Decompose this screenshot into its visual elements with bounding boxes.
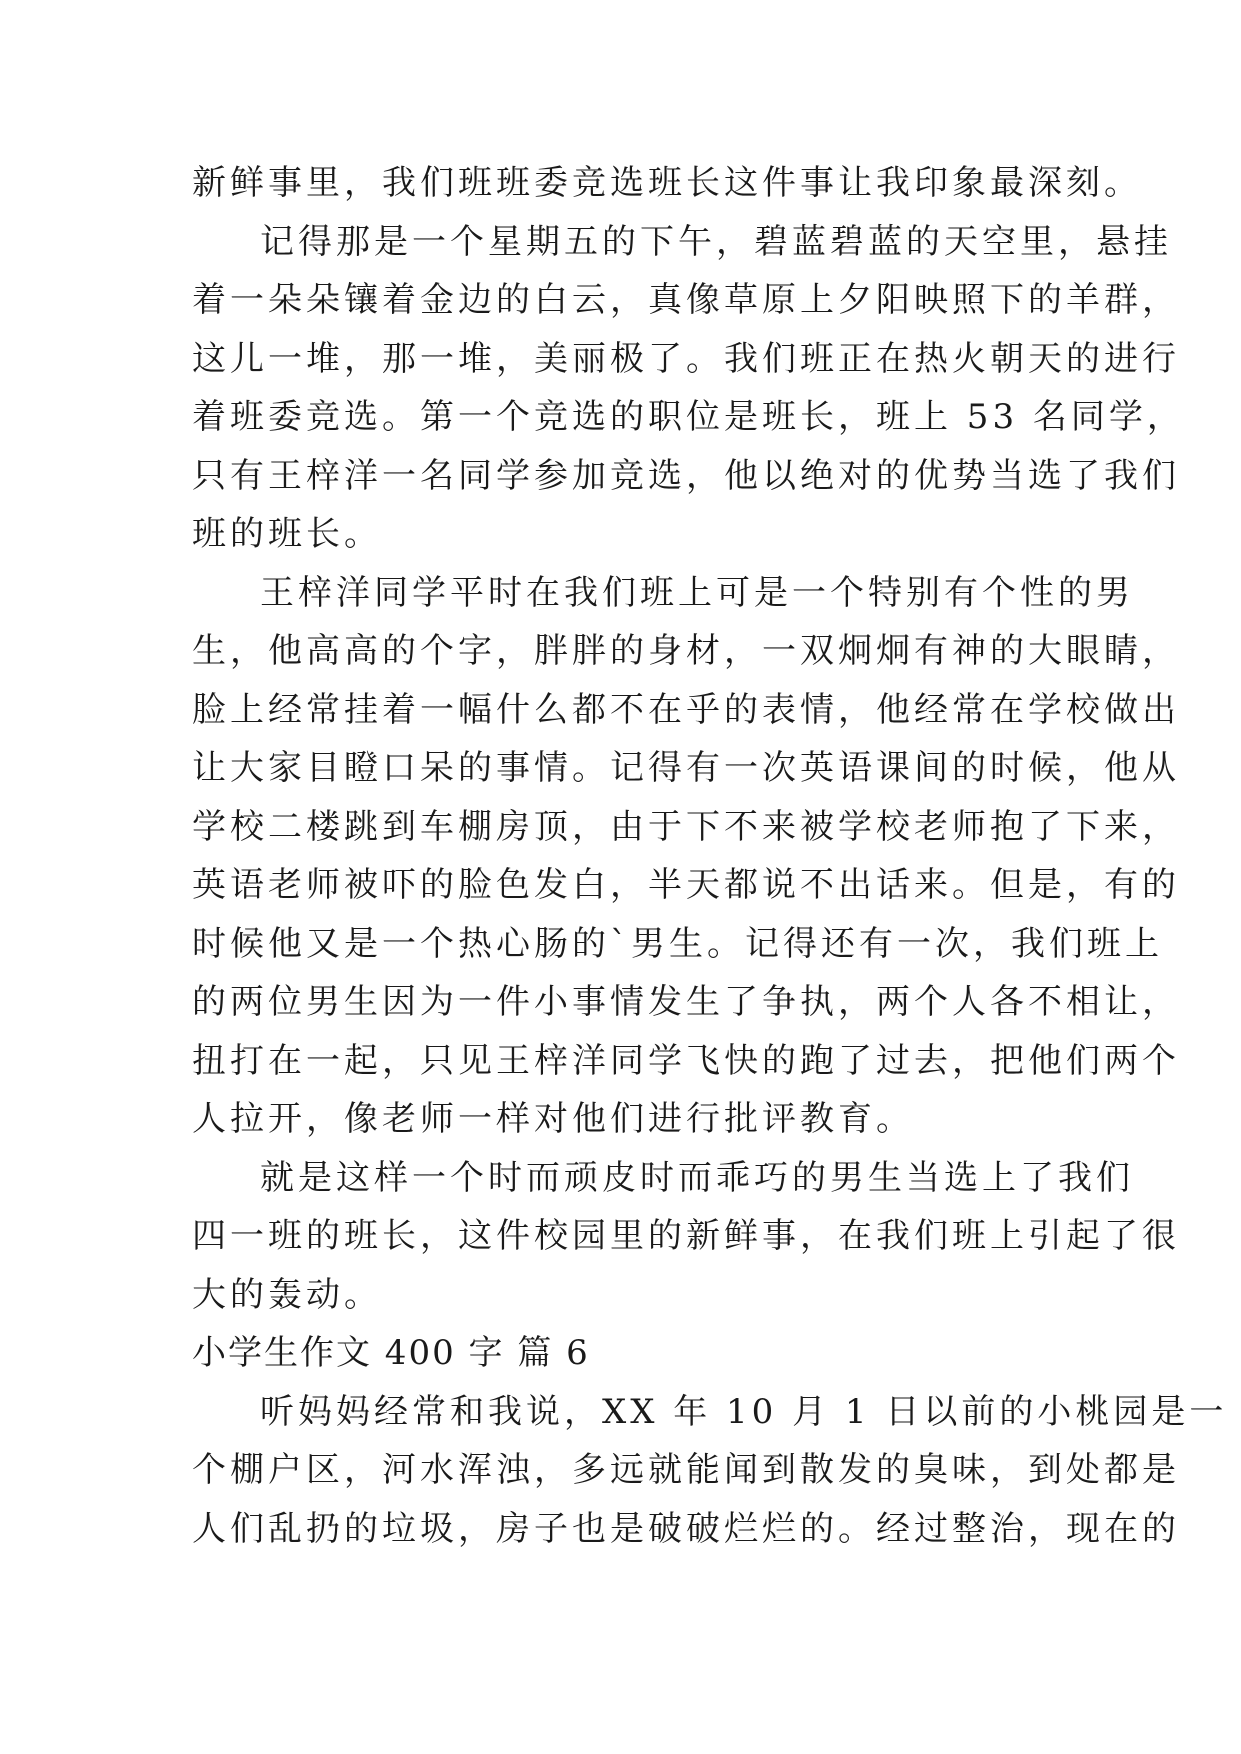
document-body <box>192 154 1228 1558</box>
text-line: 个棚户区，河水浑浊，多远就能闻到散发的臭味，到处都是 <box>192 1450 1180 1490</box>
text-line: 这儿一堆，那一堆，美丽极了。我们班正在热火朝天的进行 <box>192 338 1180 379</box>
text-line: 新鲜事里，我们班班委竞选班长这件事让我印象最深刻。 <box>192 163 1142 203</box>
paragraph <box>192 154 1142 213</box>
text-line: 四一班的班长，这件校园里的新鲜事，在我们班上引起了很 <box>192 1216 1180 1256</box>
text-line: 听妈妈经常和我说，XX 年 10 月 1 日以前的小桃园是一 <box>260 1391 1228 1432</box>
text-line: 扭打在一起，只见王梓洋同学飞快的跑了过去，把他们两个 <box>192 1040 1180 1081</box>
paragraph <box>192 564 1180 1149</box>
text-line: 着一朵朵镶着金边的白云，真像草原上夕阳映照下的羊群， <box>192 280 1180 320</box>
text-line: 生，他高高的个字，胖胖的身材，一双炯炯有神的大眼睛， <box>192 631 1180 671</box>
text-line: 班的班长。 <box>192 514 382 554</box>
paragraph <box>192 1383 1228 1559</box>
paragraph <box>192 213 1185 564</box>
text-line: 就是这样一个时而顽皮时而乖巧的男生当选上了我们 <box>260 1157 1134 1198</box>
text-line: 人拉开，像老师一样对他们进行批评教育。 <box>192 1099 914 1139</box>
text-line: 让大家目瞪口呆的事情。记得有一次英语课间的时候，他从 <box>192 748 1180 788</box>
paragraph <box>192 1149 1180 1325</box>
text-line: 着班委竞选。第一个竞选的职位是班长，班上 53 名同学， <box>192 397 1185 437</box>
text-line: 王梓洋同学平时在我们班上可是一个特别有个性的男 <box>260 572 1134 613</box>
text-line: 英语老师被吓的脸色发白，半天都说不出话来。但是，有的 <box>192 865 1180 905</box>
text-line: 学校二楼跳到车棚房顶，由于下不来被学校老师抱了下来， <box>192 806 1180 847</box>
text-line: 时候他又是一个热心肠的`男生。记得还有一次，我们班上 <box>192 923 1163 964</box>
text-line: 大的轰动。 <box>192 1274 382 1315</box>
text-line: 人们乱扔的垃圾，房子也是破破烂烂的。经过整治，现在的 <box>192 1508 1180 1549</box>
text-line: 的两位男生因为一件小事情发生了争执，两个人各不相让， <box>192 982 1180 1022</box>
text-line: 记得那是一个星期五的下午，碧蓝碧蓝的天空里，悬挂 <box>260 221 1172 262</box>
section-heading: 小学生作文 400 字 篇 6 <box>192 1333 590 1373</box>
text-line: 只有王梓洋一名同学参加竞选，他以绝对的优势当选了我们 <box>192 455 1180 496</box>
text-line: 脸上经常挂着一幅什么都不在乎的表情，他经常在学校做出 <box>192 689 1180 730</box>
